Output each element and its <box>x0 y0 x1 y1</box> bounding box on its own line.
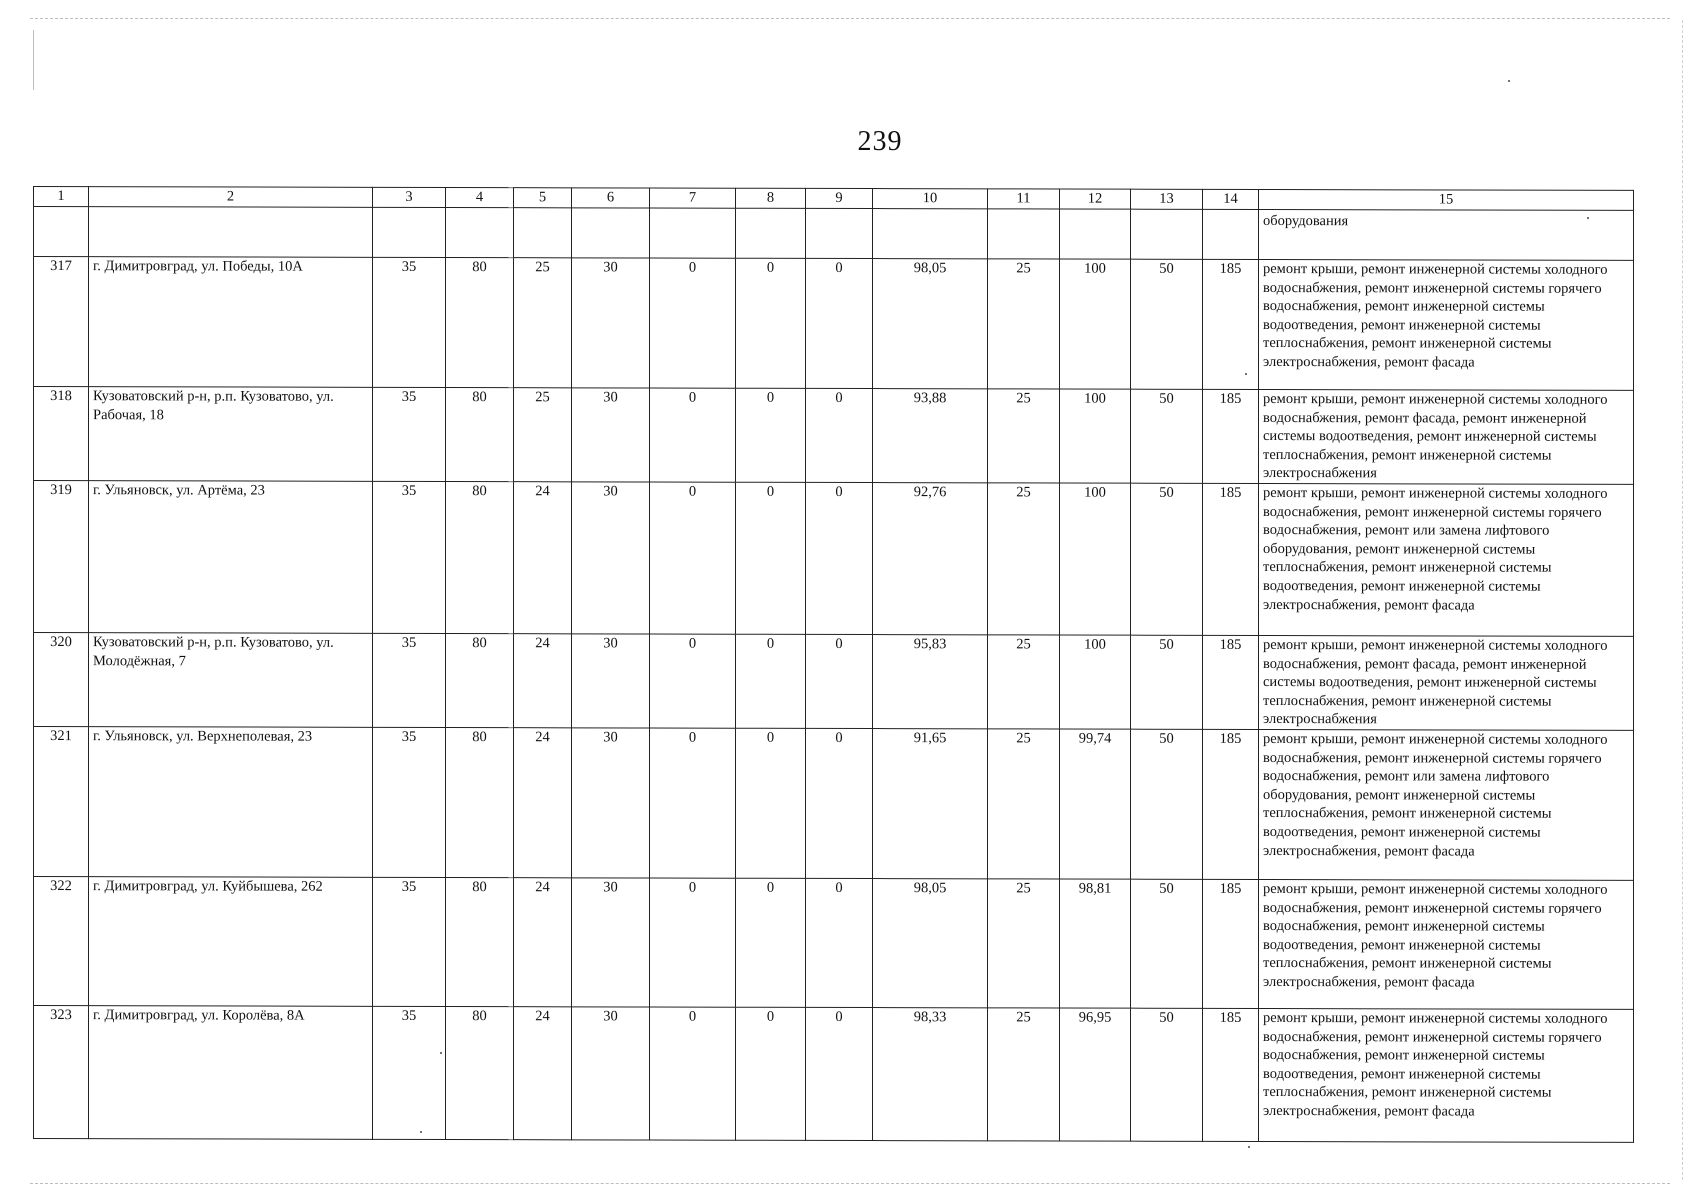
value-cell-c12: 100 <box>1060 483 1131 635</box>
column-header: 14 <box>1203 189 1259 209</box>
value-cell-c7: 0 <box>650 1007 736 1140</box>
column-header: 5 <box>514 188 572 208</box>
value-cell-c13: 50 <box>1131 1008 1203 1141</box>
value-cell-c7: 0 <box>650 878 736 1007</box>
address-cell: г. Ульяновск, ул. Верхнеполевая, 23 <box>89 727 373 878</box>
value-cell-c6: 30 <box>572 878 650 1007</box>
value-cell-c4: 80 <box>446 634 514 728</box>
column-header: 8 <box>736 188 806 208</box>
column-header: 9 <box>806 188 873 208</box>
works-cell: ремонт крыши, ремонт инженерной системы холодного водоснабжения, ремонт инженерной системы горячего водоснабжения, ремонт или замена лифтового оборудования, ремонт инженерной системы теплоснабжения, ремонт инженерной системы водоотведения, ремонт инженерной системы электроснабжения, ремонт фасада <box>1259 483 1634 636</box>
scan-speck <box>1248 1146 1250 1148</box>
value-cell-c5: 24 <box>514 878 572 1007</box>
value-cell-c6: 30 <box>572 258 650 388</box>
value-cell-c13: 50 <box>1131 635 1203 729</box>
value-cell-c14: 185 <box>1203 1008 1259 1141</box>
value-cell-c9: 0 <box>806 1007 873 1140</box>
value-cell-c6: 30 <box>572 388 650 482</box>
value-cell-c12: 100 <box>1060 389 1131 483</box>
cell <box>736 208 806 258</box>
value-cell-c5: 24 <box>514 634 572 728</box>
value-cell-c4: 80 <box>446 482 514 634</box>
value-cell-c10: 93,88 <box>873 389 988 483</box>
value-cell-c9: 0 <box>806 634 873 728</box>
continuation-row <box>34 207 1634 261</box>
value-cell-c11: 25 <box>988 259 1060 389</box>
value-cell-c4: 80 <box>446 258 514 388</box>
value-cell-c14: 185 <box>1203 635 1259 729</box>
value-cell-c10: 91,65 <box>873 729 988 879</box>
value-cell-c10: 98,33 <box>873 1008 988 1141</box>
row-number: 318 <box>34 387 89 481</box>
cell <box>34 207 89 257</box>
value-cell-c9: 0 <box>806 728 873 878</box>
value-cell-c5: 24 <box>514 1007 572 1140</box>
works-cell: ремонт крыши, ремонт инженерной системы холодного водоснабжения, ремонт инженерной системы горячего водоснабжения, ремонт или замена лифтового оборудования, ремонт инженерной системы теплоснабжения, ремонт инженерной системы водоотведения, ремонт инженерной системы электроснабжения, ремонт фасада <box>1259 729 1634 880</box>
value-cell-c10: 95,83 <box>873 635 988 729</box>
column-header: 1 <box>34 187 89 207</box>
value-cell-c3: 35 <box>373 257 446 387</box>
row-number: 321 <box>34 727 89 877</box>
row-number: 317 <box>34 257 89 387</box>
value-cell-c9: 0 <box>806 258 873 388</box>
value-cell-c10: 98,05 <box>873 259 988 389</box>
works-cell: ремонт крыши, ремонт инженерной системы холодного водоснабжения, ремонт инженерной системы горячего водоснабжения, ремонт инженерной системы водоотведения, ремонт инженерной системы теплоснабжения, ремонт инженерной системы электроснабжения, ремонт фасада <box>1259 1008 1634 1142</box>
column-header: 7 <box>650 188 736 208</box>
value-cell-c6: 30 <box>572 1007 650 1140</box>
cell <box>1060 209 1131 259</box>
table-row <box>34 1006 1634 1143</box>
value-cell-c11: 25 <box>988 389 1060 483</box>
value-cell-c8: 0 <box>736 1007 806 1140</box>
value-cell-c8: 0 <box>736 388 806 482</box>
value-cell-c3: 35 <box>373 1006 446 1139</box>
value-cell-c5: 25 <box>514 258 572 388</box>
value-cell-c14: 185 <box>1203 879 1259 1008</box>
value-cell-c6: 30 <box>572 728 650 878</box>
column-header: 4 <box>446 188 514 208</box>
address-cell: Кузоватовский р-н, р.п. Кузоватово, ул. Молодёжная, 7 <box>89 633 373 728</box>
value-cell-c13: 50 <box>1131 729 1203 879</box>
cell <box>572 208 650 258</box>
value-cell-c12: 96,95 <box>1060 1008 1131 1141</box>
value-cell-c6: 30 <box>572 634 650 728</box>
address-cell: Кузоватовский р-н, р.п. Кузоватово, ул. Рабочая, 18 <box>89 387 373 482</box>
column-header: 13 <box>1131 189 1203 209</box>
works-cell: ремонт крыши, ремонт инженерной системы холодного водоснабжения, ремонт инженерной системы горячего водоснабжения, ремонт инженерной системы водоотведения, ремонт инженерной системы теплоснабжения, ремонт инженерной системы электроснабжения, ремонт фасада <box>1259 879 1634 1009</box>
cell <box>650 208 736 258</box>
value-cell-c14: 185 <box>1203 729 1259 879</box>
value-cell-c14: 185 <box>1203 389 1259 483</box>
value-cell-c6: 30 <box>572 482 650 634</box>
repair-program-table <box>33 186 1634 1143</box>
value-cell-c12: 100 <box>1060 635 1131 729</box>
row-number: 320 <box>34 633 89 727</box>
scan-speck <box>440 1052 442 1054</box>
value-cell-c12: 99,74 <box>1060 729 1131 879</box>
value-cell-c9: 0 <box>806 482 873 634</box>
value-cell-c14: 185 <box>1203 483 1259 635</box>
scan-edge-top <box>30 18 1670 19</box>
row-number: 323 <box>34 1006 89 1139</box>
column-header: 6 <box>572 188 650 208</box>
address-cell: г. Димитровград, ул. Королёва, 8А <box>89 1006 373 1140</box>
column-header: 3 <box>373 187 446 207</box>
row-number: 322 <box>34 877 89 1006</box>
table-row <box>34 257 1634 391</box>
value-cell-c8: 0 <box>736 728 806 878</box>
cell <box>514 208 572 258</box>
value-cell-c7: 0 <box>650 388 736 482</box>
cell <box>873 209 988 259</box>
value-cell-c13: 50 <box>1131 879 1203 1008</box>
works-cell: ремонт крыши, ремонт инженерной системы холодного водоснабжения, ремонт фасада, ремонт инженерной системы водоотведения, ремонт инженерной системы теплоснабжения, ремонт инженерной системы электроснабжения <box>1259 389 1634 484</box>
address-cell: г. Димитровград, ул. Куйбышева, 262 <box>89 877 373 1007</box>
value-cell-c5: 24 <box>514 482 572 634</box>
value-cell-c11: 25 <box>988 1008 1060 1141</box>
address-cell: г. Ульяновск, ул. Артёма, 23 <box>89 481 373 634</box>
column-header: 10 <box>873 189 988 209</box>
scan-edge-bottom <box>30 1183 1670 1184</box>
value-cell-c13: 50 <box>1131 389 1203 483</box>
scan-edge-left <box>33 30 34 90</box>
value-cell-c11: 25 <box>988 879 1060 1008</box>
value-cell-c3: 35 <box>373 387 446 481</box>
value-cell-c3: 35 <box>373 877 446 1006</box>
value-cell-c7: 0 <box>650 728 736 878</box>
value-cell-c5: 25 <box>514 388 572 482</box>
works-cell: оборудования <box>1259 209 1634 260</box>
value-cell-c9: 0 <box>806 878 873 1007</box>
value-cell-c12: 100 <box>1060 259 1131 389</box>
value-cell-c8: 0 <box>736 634 806 728</box>
value-cell-c10: 98,05 <box>873 879 988 1008</box>
table-row <box>34 877 1634 1010</box>
scan-speck <box>420 1131 422 1133</box>
cell <box>373 207 446 257</box>
scan-speck <box>1508 80 1510 82</box>
value-cell-c4: 80 <box>446 728 514 878</box>
value-cell-c3: 35 <box>373 727 446 877</box>
value-cell-c3: 35 <box>373 633 446 727</box>
scan-edge-right <box>1682 20 1683 1180</box>
value-cell-c4: 80 <box>446 878 514 1007</box>
row-number: 319 <box>34 481 89 633</box>
value-cell-c7: 0 <box>650 482 736 634</box>
table-row <box>34 481 1634 637</box>
value-cell-c7: 0 <box>650 634 736 728</box>
cell <box>446 208 514 258</box>
scan-speck <box>1245 373 1247 375</box>
value-cell-c11: 25 <box>988 729 1060 879</box>
value-cell-c8: 0 <box>736 482 806 634</box>
address-cell: г. Димитровград, ул. Победы, 10А <box>89 257 373 388</box>
table-row <box>34 633 1634 731</box>
value-cell-c8: 0 <box>736 878 806 1007</box>
value-cell-c5: 24 <box>514 728 572 878</box>
column-header: 15 <box>1259 189 1634 210</box>
cell <box>988 209 1060 259</box>
works-cell: ремонт крыши, ремонт инженерной системы холодного водоснабжения, ремонт инженерной системы горячего водоснабжения, ремонт инженерной системы водоотведения, ремонт инженерной системы теплоснабжения, ремонт инженерной системы электроснабжения, ремонт фасада <box>1259 259 1634 390</box>
value-cell-c10: 92,76 <box>873 483 988 635</box>
cell <box>1203 209 1259 259</box>
value-cell-c13: 50 <box>1131 483 1203 635</box>
table-row <box>34 727 1634 881</box>
value-cell-c11: 25 <box>988 635 1060 729</box>
value-cell-c9: 0 <box>806 388 873 482</box>
value-cell-c4: 80 <box>446 388 514 482</box>
scan-speck <box>1587 217 1589 219</box>
value-cell-c7: 0 <box>650 258 736 388</box>
value-cell-c4: 80 <box>446 1007 514 1140</box>
works-cell: ремонт крыши, ремонт инженерной системы холодного водоснабжения, ремонт фасада, ремонт инженерной системы водоотведения, ремонт инженерной системы теплоснабжения, ремонт инженерной системы электроснабжения <box>1259 635 1634 730</box>
column-header: 12 <box>1060 189 1131 209</box>
table-row <box>34 387 1634 485</box>
column-header: 11 <box>988 189 1060 209</box>
value-cell-c12: 98,81 <box>1060 879 1131 1008</box>
column-header: 2 <box>89 187 373 208</box>
cell <box>89 207 373 258</box>
cell <box>806 208 873 258</box>
value-cell-c11: 25 <box>988 483 1060 635</box>
cell <box>1131 209 1203 259</box>
value-cell-c8: 0 <box>736 258 806 388</box>
page-number: 239 <box>857 126 903 157</box>
value-cell-c13: 50 <box>1131 259 1203 389</box>
value-cell-c14: 185 <box>1203 259 1259 389</box>
value-cell-c3: 35 <box>373 481 446 633</box>
